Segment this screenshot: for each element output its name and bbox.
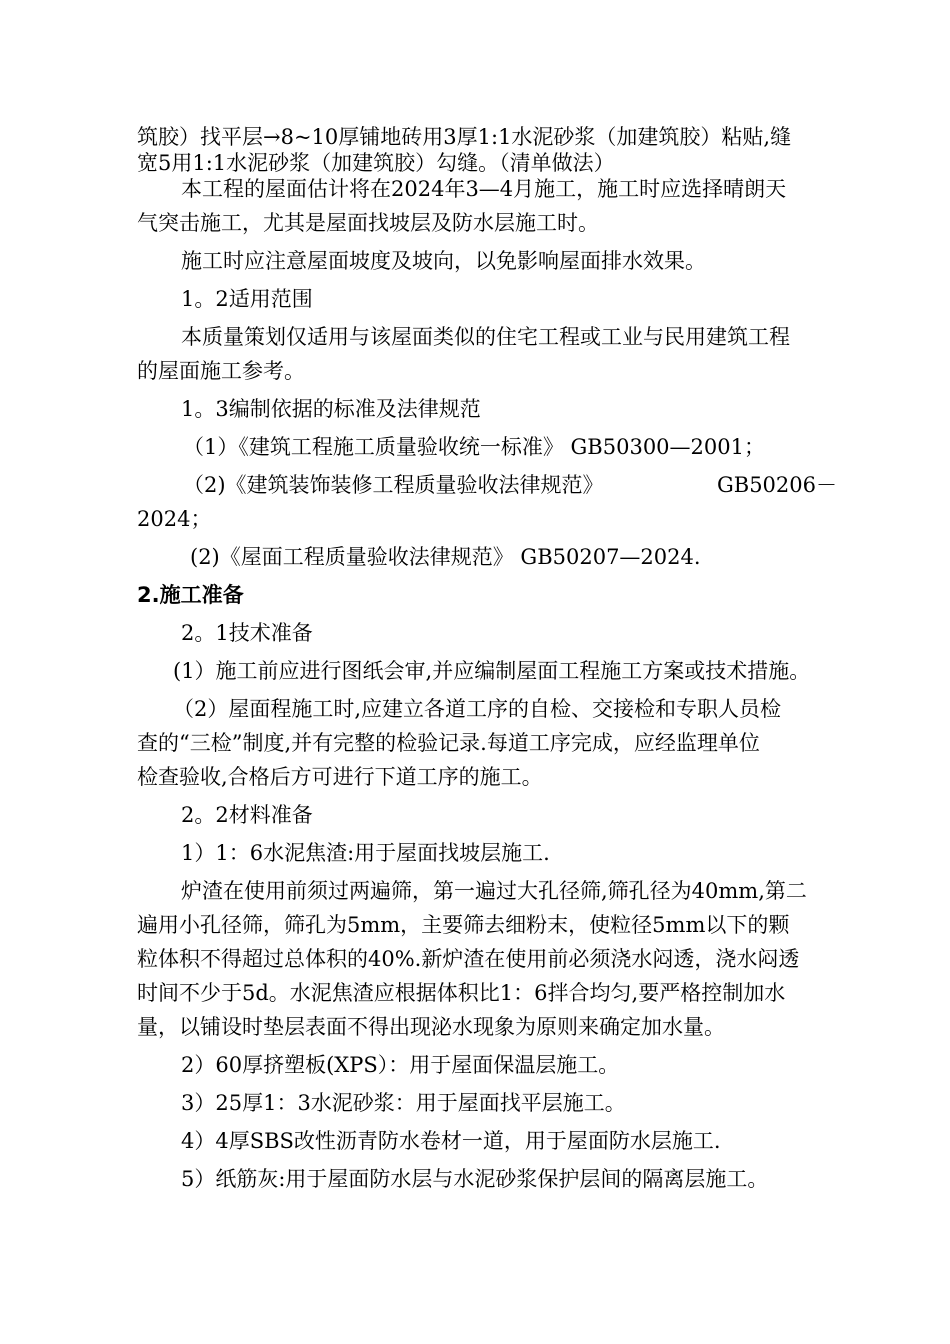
text-line: 粒体积不得超过总体积的40%.新炉渣在使用前必须浇水闷透，浇水闷透 bbox=[137, 947, 800, 971]
text-line: 遍用小孔径筛，筛孔为5mm，主要筛去细粉末，使粒径5mm以下的颗 bbox=[137, 913, 790, 937]
text-line: 本工程的屋面估计将在2024年3—4月施工，施工时应选择晴朗天 bbox=[181, 177, 787, 201]
text-line: 气突击施工，尤其是屋面找坡层及防水层施工时。 bbox=[137, 211, 599, 235]
section-heading: 1。2适用范围 bbox=[181, 287, 313, 311]
text-line: 检查验收,合格后方可进行下道工序的施工。 bbox=[137, 765, 543, 789]
reference-line bbox=[183, 472, 837, 500]
text-line: 的屋面施工参考。 bbox=[137, 359, 305, 383]
list-item: 5）纸筋灰:用于屋面防水层与水泥砂浆保护层间的隔离层施工。 bbox=[181, 1167, 769, 1191]
text-line: (1）施工前应进行图纸会审,并应编制屋面工程施工方案或技术措施。 bbox=[173, 659, 811, 683]
section-heading: 2。2材料准备 bbox=[181, 803, 313, 827]
text-line: 施工时应注意屋面坡度及坡向，以免影响屋面排水效果。 bbox=[181, 249, 706, 273]
text-line: 本质量策划仅适用与该屋面类似的住宅工程或工业与民用建筑工程 bbox=[181, 325, 790, 349]
text-line: 筑胶）找平层→8~10厚铺地砖用3厚1:1水泥砂浆（加建筑胶）粘贴,缝 bbox=[137, 125, 792, 149]
chapter-heading: 2.施工准备 bbox=[137, 583, 244, 607]
list-item: 4）4厚SBS改性沥青防水卷材一道，用于屋面防水层施工. bbox=[181, 1129, 721, 1153]
text-line: 量，以铺设时垫层表面不得出现泌水现象为原则来确定加水量。 bbox=[137, 1015, 725, 1039]
reference-code: GB50206－ bbox=[716, 473, 837, 497]
text-line: 炉渣在使用前须过两遍筛，第一遍过大孔径筛,筛孔径为40mm,第二 bbox=[181, 879, 807, 903]
text-line: 2024； bbox=[137, 507, 212, 531]
reference-title: （2)《建筑装饰装修工程质量验收法律规范》 bbox=[183, 473, 604, 497]
text-line: （2）屋面程施工时,应建立各道工序的自检、交接检和专职人员检 bbox=[173, 697, 782, 721]
section-heading: 1。3编制依据的标准及法律规范 bbox=[181, 397, 481, 421]
text-line: 查的“三检”制度,并有完整的检验记录.每道工序完成，应经监理单位 bbox=[137, 731, 760, 755]
list-item: 2）60厚挤塑板(XPS）：用于屋面保温层施工。 bbox=[181, 1053, 620, 1077]
reference-line: (2)《屋面工程质量验收法律规范》 GB50207—2024. bbox=[190, 545, 701, 569]
text-line: 1）1：6水泥焦渣:用于屋面找坡层施工. bbox=[181, 841, 550, 865]
text-line: 时间不少于5d。水泥焦渣应根据体积比1：6拌合均匀,要严格控制加水 bbox=[137, 981, 786, 1005]
text-line: 宽5用1:1水泥砂浆（加建筑胶）勾缝。（清单做法） bbox=[137, 151, 615, 175]
section-heading: 2。1技术准备 bbox=[181, 621, 313, 645]
reference-line: （1）《建筑工程施工质量验收统一标准》 GB50300—2001； bbox=[183, 435, 765, 459]
list-item: 3）25厚1：3水泥砂浆：用于屋面找平层施工。 bbox=[181, 1091, 626, 1115]
